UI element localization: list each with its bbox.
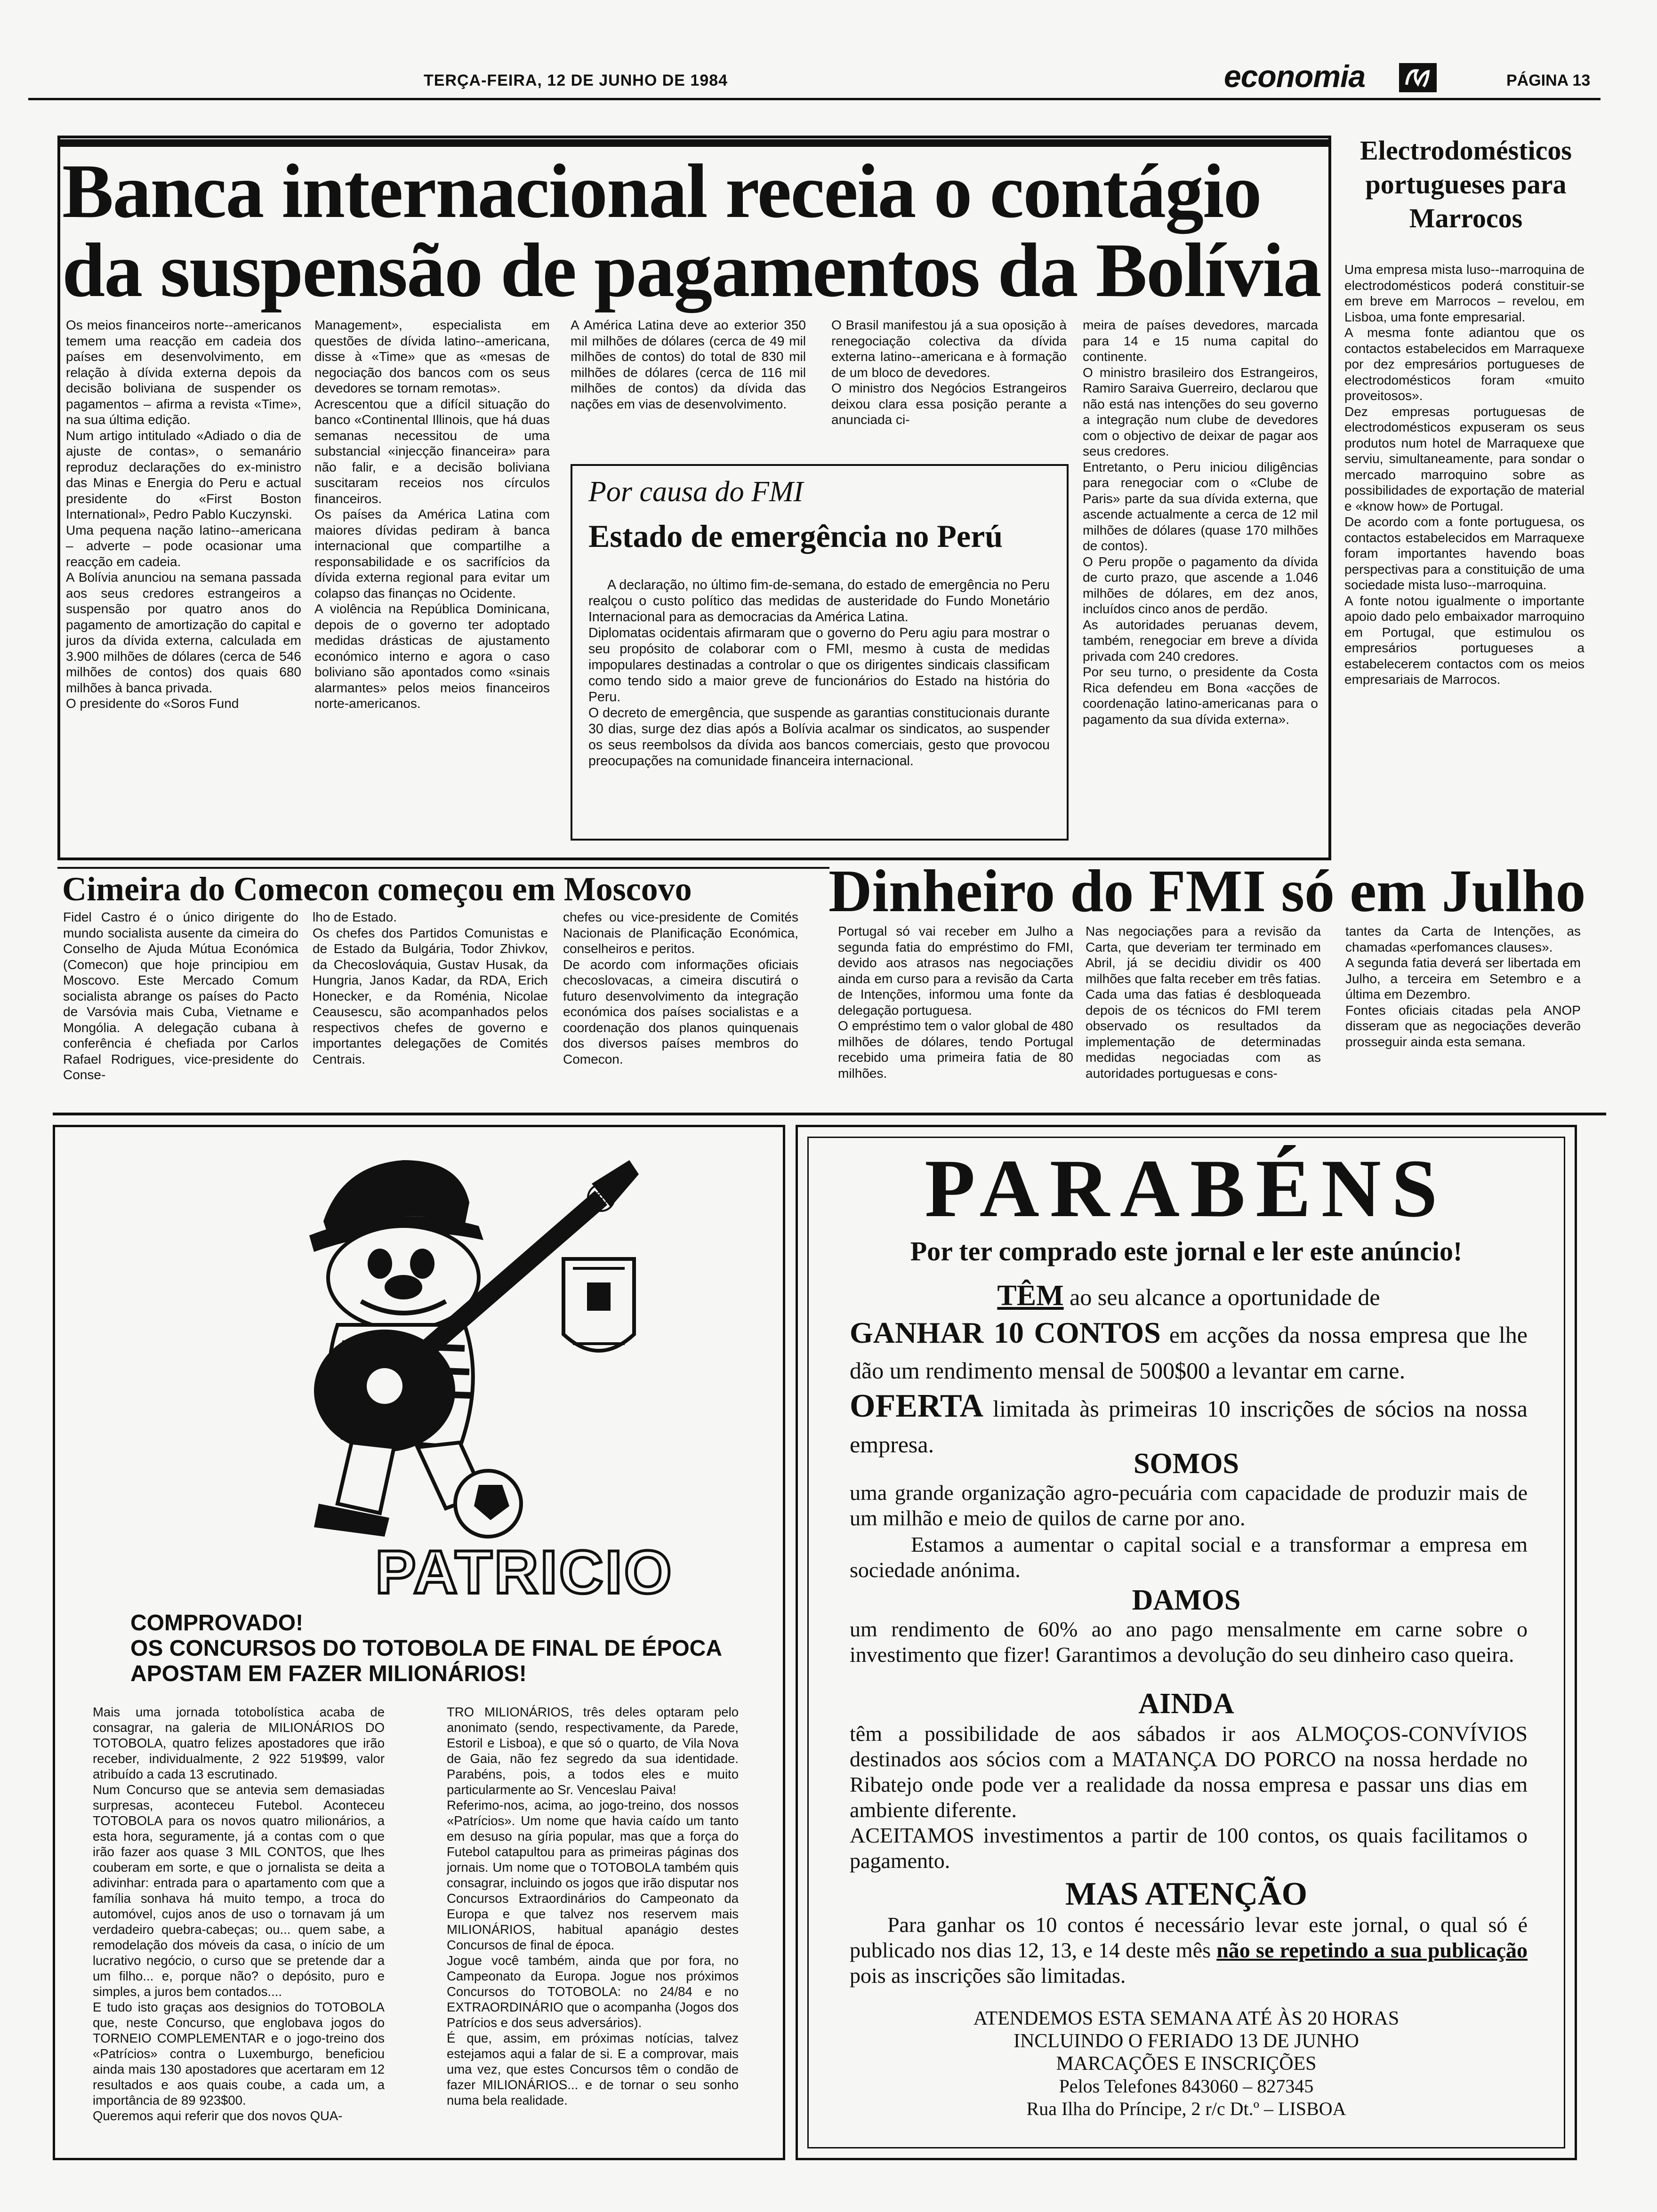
main-story-column-3: A América Latina deve ao exterior 350 mil milhões de dólares (cerca de 49 mil milhões de contos) do total de 830 mil milhões de dólares (cerca de 116 mil milhões de contos) da dívida das nações em vias de desenvolvimento. — [571, 318, 806, 411]
ainda-heading: AINDA — [1138, 1688, 1234, 1720]
issue-date: TERÇA-FEIRA, 12 DE JUNHO DE 1984 — [424, 72, 728, 89]
fmi-headline: Dinheiro do FMI só em Julho — [828, 858, 1586, 924]
footer-line-5: Rua Ilha do Príncipe, 2 r/c Dt.º – LISBOA — [1026, 2098, 1346, 2119]
main-story-top-bar — [60, 139, 1328, 147]
oferta-text: limitada às primeiras 10 inscrições de sócios na nossa empresa. — [850, 1395, 1528, 1458]
comecon-headline: Cimeira do Comecon começou em Moscovo — [62, 870, 692, 908]
patricio-logo-text: PATRICIO — [375, 1538, 674, 1606]
footer-line-2: INCLUINDO O FERIADO 13 DE JUNHO — [1014, 2030, 1359, 2052]
guitar-mascot-illustration — [262, 1146, 714, 1541]
patricio-column-1: Mais uma jornada totobolística acaba de consagrar, na galeria de MILIONÁRIOS DO TOTOBOLA, quatro felizes apostadores que irão receber, individualmente, 2 922 519$99, valor atribuído a cada 13 escrutinado. Num Concurso que se antevia sem demasiadas surpresas, aconteceu Futebol. Aconteceu TOTOBOLA para os novos quatro milionários, a esta hora, seguramente, já a contas com o que irão fazer aos quase 3 MIL CONTOS, que lhes couberam em sorte, e que o jornalista se deita a adivinhar: entrada para o apartamento com que a família sonhava há muito tempo, a troca do automóvel, cujos anos de uso o tornavam já um verdadeiro quebra-cabeças; ou... quem sabe, a remodelação dos móveis da casa, o início de um lucrativo negócio, o curso que se pretende dar a um filho... e, porque não? o depósito, puro e simples, a juros bem contados.... E tudo isto graças aos designios do TOTOBOLA que, neste Concurso, que englobava jogos do TORNEIO COMPLEMENTAR e o jogo-treino dos «Patrícios» contra o Luxemburgo, beneficiou ainda mais 130 apostadores que acertaram em 12 resultados e aos quais coube, a cada um, a importância de 89 923$00. Queremos aqui referir que dos novos QUA- — [93, 1705, 385, 2123]
tem-text: ao seu alcance a oportunidade de — [1063, 1284, 1380, 1310]
main-story-column-2: Management», especialista em questões de dívida latino--americana, disse à «Time» que as «mesas de negociação dos bancos com os seus devedores se tornam remotas». Acrescentou que a difícil situação do banco «Continental Illinois, que há duas semanas necessitou de uma substancial «injecção financeira» para não falir, e a decisão boliviana suscitaram receios nos círculos financeiros. Os países da América Latina com maiores dívidas pediram à banca internacional que compartilhe a responsabilidade e os sacrifícios da dívida externa regional para evitar um colapso das finanças no Ocidente. A violência na República Dominicana, depois de o governo ter adoptado medidas drásticas de ajustamento económico interno e agora o caso boliviano são apontados como «sinais alarmantes» pelos meios financeiros norte-americanos. — [314, 318, 550, 711]
section-name: economia — [1224, 59, 1366, 94]
main-story-column-4: O Brasil manifestou já a sua oposição à renegociação colectiva da dívida externa latino--americana e à formação de um bloco de devedores. O ministro dos Negócios Estrangeiros deixou clara essa posição perante a anunciada ci- — [831, 318, 1067, 427]
tem-lead: TÊM — [997, 1280, 1064, 1312]
ads-top-rule — [53, 1113, 1606, 1115]
parabens-subtitle: Por ter comprado este jornal e ler este anúncio! — [910, 1236, 1463, 1266]
patricio-headline-3: APOSTAM EM FAZER MILIONÁRIOS! — [130, 1661, 527, 1686]
comecon-column-2: lho de Estado. Os chefes dos Partidos Comunistas e de Estado da Bulgária, Todor Zhivkov, da Checoslováquia, Gustav Husak, da Hungria, Janos Kadar, da RDA, Erich Honecker, e da Roménia, Nicolae Ceausescu, são acompanhados pelos respectivos chefes de governo e importantes delegações de Comités Centrais. — [313, 910, 548, 1066]
ainda-text-2: ACEITAMOS investimentos a partir de 100 contos, os quais facilitamos o pagamento. — [850, 1823, 1528, 1873]
footer-line-1: ATENDEMOS ESTA SEMANA ATÉ ÀS 20 HORAS — [973, 2008, 1400, 2029]
patricio-headline-2: OS CONCURSOS DO TOTOBOLA DE FINAL DE ÉPOCA — [130, 1636, 722, 1661]
ainda-text: têm a possibilidade de aos sábados ir aos ALMOÇOS-CONVÍVIOS destinados aos sócios com a MATANÇA DO PORCO na nossa herdade no Ribatejo onde pode ver a realidade da nossa empresa e passar uns dias em ambiente diferente. — [850, 1722, 1528, 1822]
ganhar-lead: GANHAR 10 CONTOS — [850, 1316, 1161, 1349]
mas-atencao-heading: MAS ATENÇÃO — [1065, 1876, 1308, 1912]
somos-text-2: Estamos a aumentar o capital social e a transformar a empresa em sociedade anónima. — [850, 1532, 1528, 1582]
mas-atencao-text-2: pois as inscrições são limitadas. — [850, 1964, 1126, 1988]
comecon-top-rule — [57, 867, 829, 869]
fmi-column-1: Portugal só vai receber em Julho a segunda fatia do empréstimo do FMI, devido aos atrasos nas negociações ainda em curso para a revisão da Carta de Intenções, informou uma fonte da delegação portuguesa. O empréstimo tem o valor global de 480 milhões de dólares, tendo Portugal recebido uma primeira fatia de 80 milhões. — [838, 924, 1073, 1081]
parabens-ad — [796, 1125, 1577, 2160]
patricio-ad — [53, 1125, 785, 2160]
page-header — [0, 59, 1657, 99]
damos-heading: DAMOS — [1132, 1584, 1241, 1616]
ganhar-text: em acções da nossa empresa que lhe dão um rendimento mensal de 500$00 a levantar em carne. — [850, 1322, 1528, 1384]
fmi-column-3: tantes da Carta de Intenções, as chamadas «perfomances clauses». A segunda fatia deverá ser libertada em Julho, a terceira em Setembro e a última em Dezembro. Fontes oficiais citadas pela ANOP disseram que as negociações deverão prosseguir ainda esta semana. — [1345, 924, 1581, 1049]
footer-line-3: MARCAÇÕES E INSCRIÇÕES — [1056, 2053, 1317, 2075]
newspaper-logo-icon — [1399, 63, 1437, 92]
somos-heading: SOMOS — [1134, 1448, 1239, 1480]
main-headline-line2: da suspensão de pagamentos da Bolívia — [62, 228, 1321, 313]
page-number: PÁGINA 13 — [1506, 72, 1591, 89]
peru-headline: Estado de emergência no Perú — [588, 518, 1003, 554]
parabens-title: PARABÉNS — [925, 1143, 1448, 1234]
sidebar-body: Uma empresa mista luso--marroquina de electrodomésticos poderá constituir-se em breve em Marrocos – revelou, em Lisboa, uma fonte empresarial. A mesma fonte adiantou que os contactos estabelecidos em Marraquexe por dez empresários portugueses de electrodomésticos foram «muito proveitosos». Dez empresas portuguesas de electrodomésticos expuseram os seus produtos num hotel de Marraquexe que serviu, simultaneamente, para sondar o mercado marroquino sobre as possibilidades de exportação de material e «know how» de Portugal. De acordo com a fonte portuguesa, os contactos estabelecidos em Marraquexe foram importantes havendo boas perspectivas para a constituição de uma sociedade mista luso--marroquina. A fonte notou igualmente o importante apoio dado pelo embaixador marroquino em Portugal, que estimulou os empresários portugueses a estabelecerem contactos com os meios empresariais de Marrocos. — [1344, 262, 1585, 687]
footer-line-4: Pelos Telefones 843060 – 827345 — [1059, 2076, 1314, 2097]
peru-kicker: Por causa do FMI — [588, 476, 804, 508]
mas-atencao-underlined: não se repetindo a sua publicação — [1216, 1938, 1528, 1962]
oferta-lead: OFERTA — [850, 1388, 984, 1424]
registered-mark: ® — [587, 1184, 615, 1212]
damos-text: um rendimento de 60% ao ano pago mensalmente em carne sobre o investimento que fizer! Garantimos a devolução do seu dinheiro caso queira. — [850, 1617, 1528, 1667]
main-story-column-5: meira de países devedores, marcada para 14 e 15 numa capital do continente. O ministro brasileiro dos Estrangeiros, Ramiro Saraiva Guerreiro, declarou que não está nas intenções do seu governo a integração num clube de devedores com o objectivo de deixar de pagar aos seus credores. Entretanto, o Peru iniciou diligências para renegociar com o «Clube de Paris» parte da sua dívida externa, que ascende actualmente a cerca de 12 mil milhões de dólares (quase 170 milhões de contos). O Peru propõe o pagamento da dívida de curto prazo, que ascende a 1.046 milhões de dólares, em dez anos, incluídos cinco anos de perdão. As autoridades peruanas devem, também, renegociar em breve a dívida privada com 240 credores. Por seu turno, o presidente da Costa Rica defendeu em Bona «acções de coordenação latino-americanas para o pagamento da sua dívida externa». — [1083, 318, 1318, 727]
main-headline-line1: Banca internacional receia o contágio — [62, 149, 1261, 234]
header-rule — [28, 98, 1601, 100]
sidebar-headline: Electrodomésticos portugueses para Marrocos — [1360, 135, 1572, 233]
patricio-column-2: TRO MILIONÁRIOS, três deles optaram pelo anonimato (sendo, respectivamente, da Parede, Estoril e Lisboa), e que só o quarto, de Vila Nova de Gaia, não fez segredo da sua identidade. Parabéns, pois, a todos eles e muito particularmente ao Sr. Venceslau Paiva! Referimo-nos, acima, ao jogo-treino, dos nossos «Patrícios». Um nome que havia caído um tanto em desuso na gíria popular, mas que a força do Futebol catapultou para as primeiras páginas dos jornais. Um nome que o TOTOBOLA também quis consagrar, incluindo os jogos que irão disputar nos Concursos Extraordinários do Campeonato da Europa e que talvez nos reservem mais MILIONÁRIOS, habitual apanágio destes Concursos de final de época. Jogue você também, ainda que por fora, no Campeonato da Europa. Jogue nos próximos Concursos do TOTOBOLA: no 24/84 e no EXTRAORDINÁRIO que o acompanha (Jogos dos Patrícios e dos seus adversários). É que, assim, em próximas notícias, talvez estejamos aqui a falar de si. E a comprovar, mais uma vez, que estes Concursos têm o condão de fazer MILIONÁRIOS... e de tornar o seu sonho numa bela realidade. — [447, 1705, 739, 2108]
comecon-column-3: chefes ou vice-presidente de Comités Nacionais de Planificação Económica, conselheiros e peritos. De acordo com informações oficiais checoslovacas, a cimeira discutirá o futuro desenvolvimento da integração económica dos países socialistas e a coordenação dos planos quinquenais dos diversos países membros do Comecon. — [563, 910, 798, 1066]
comecon-column-1: Fidel Castro é o único dirigente do mundo socialista ausente da cimeira do Conselho de Ajuda Mútua Económica (Comecon) que hoje principiou em Moscovo. Este Mercado Comum socialista abrange os países do Pacto de Varsóvia mais Cuba, Vietname e Mongólia. A delegação cubana à conferência é chefiada por Carlos Rafael Rodrigues, vice-presidente do Conse- — [63, 910, 298, 1082]
mas-atencao-text: Para ganhar os 10 contos é necessário levar este jornal, o qual só é publicado nos dias 12, 13, e 14 deste mês — [850, 1913, 1528, 1962]
main-story-column-1: Os meios financeiros norte--americanos temem uma reacção em cadeia dos países em desenvolvimento, em relação à dívida externa depois da decisão boliviana de suspender os pagamentos – afirma a revista «Time», na sua última edição. Num artigo intitulado «Adiado o dia de ajuste de contas», o semanário reproduz declarações do ex-ministro das Minas e Energia do Peru e actual presidente do «First Boston International», Pedro Pablo Kuczynski. Uma pequena nação latino--americana – adverte – pode ocasionar uma reacção em cadeia. A Bolívia anunciou na semana passada aos seus credores estrangeiros a suspensão por quatro anos do pagamento de amortização do capital e juros da dívida externa, calculada em 3.900 milhões de dólares (cerca de 546 milhões de contos) dos quais 680 milhões à banca privada. O presidente do «Soros Fund — [66, 318, 301, 711]
somos-text: uma grande organização agro-pecuária com capacidade de produzir mais de um milhão e meio de quilos de carne por ano. — [850, 1481, 1528, 1530]
patricio-headline-1: COMPROVADO! — [130, 1611, 304, 1635]
parabens-offer-paragraph — [850, 1278, 1528, 1462]
mas-atencao-paragraph — [850, 1912, 1528, 1988]
peru-body: A declaração, no último fim-de-semana, do estado de emergência no Peru realçou o custo político das medidas de austeridade do Fundo Monetário Internacional para as democracias da América Latina. Diplomatas ocidentais afirmaram que o governo do Peru agiu para mostrar o seu propósito de colaborar com o FMI, mesmo à custa de medidas impopulares destinadas a controlar o que os dirigentes sindicais classificam como tendo sido a maior greve de funcionários do Estado na história do Peru. O decreto de emergência, que suspende as garantias constitucionais durante 30 dias, surge dez dias após a Bolívia acalmar os sindicatos, ao suspender os seus reembolsos da dívida aos bancos comerciais, gesto que provocou preocupações na comunidade financeira internacional. — [588, 577, 1050, 769]
fmi-column-2: Nas negociações para a revisão da Carta, que deveriam ter terminado em Abril, já se decidiu dividir os 400 milhões que falta receber em três fatias. Cada uma das fatias é desbloqueada depois de os técnicos do FMI terem observado os resultados da implementação de determinadas medidas negociadas com as autoridades portuguesas e cons- — [1086, 924, 1321, 1081]
